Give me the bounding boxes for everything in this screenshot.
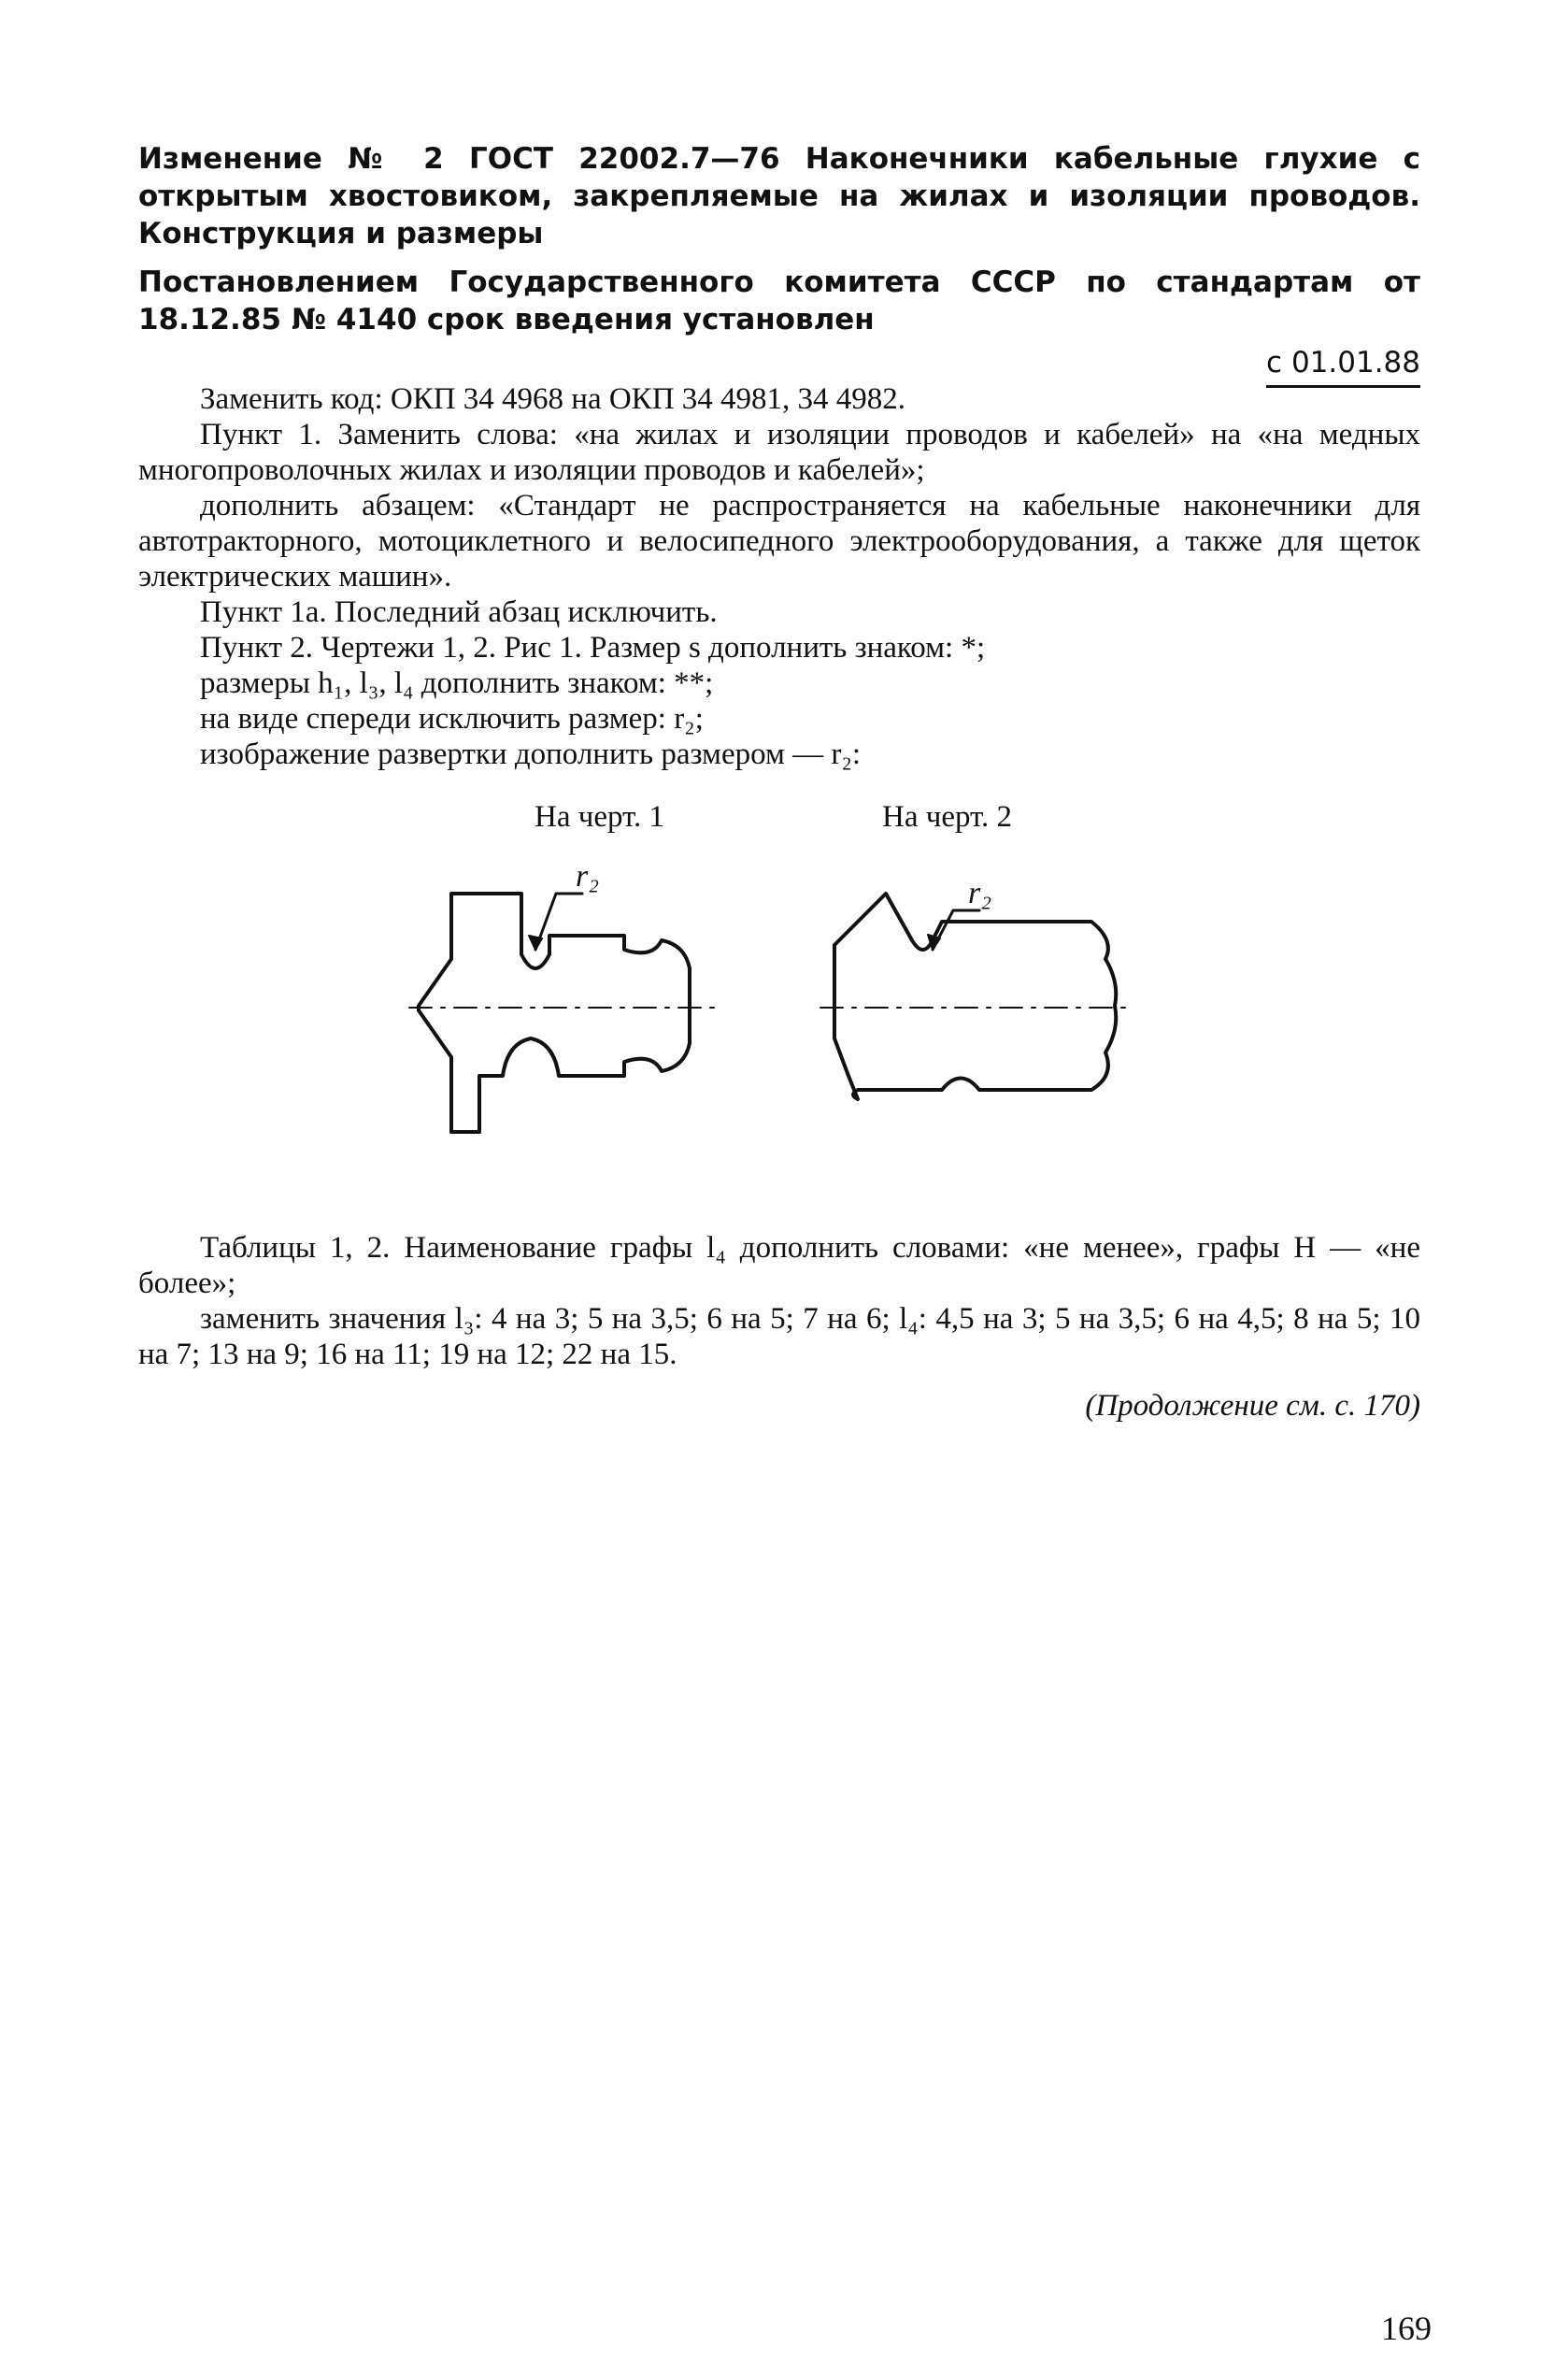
drawing-1-outline — [419, 894, 690, 1132]
paragraph: Пункт 1а. Последний абзац исключить. — [200, 595, 718, 629]
callout-label-2: r₂ — [968, 876, 992, 910]
figures — [138, 856, 1420, 1211]
paragraph: на виде спереди исключить размер: r₂; — [200, 702, 704, 736]
callout-leader-1 — [535, 894, 582, 950]
document-page — [138, 140, 1420, 1424]
figure-labels — [138, 800, 1420, 847]
paragraph: Заменить код: ОКП 34 4968 на ОКП 34 4981, 34 4982. — [200, 382, 906, 416]
drawings — [138, 856, 1420, 1211]
paragraph: Таблицы 1, 2. Наименование графы l₄ дополнить словами: «не менее», графы H — «не более»; — [138, 1231, 1420, 1300]
amendment-body — [138, 381, 1420, 772]
callout-arrow-1 — [529, 936, 542, 950]
paragraph: Пункт 2. Чертежи 1, 2. Рис 1. Размер s дополнить знаком: *; — [200, 631, 986, 665]
paragraph: изображение развертки дополнить размером — r₂: — [200, 737, 862, 771]
page-number: 169 — [1381, 2310, 1432, 2347]
figure-label-2: На черт. 2 — [882, 800, 1012, 834]
document-title: Изменение № 2 ГОСТ 22002.7—76 Наконечники кабельные глухие с открытым хвостовиком, закрепляемые на жилах и изоляции проводов. Конструкция и размеры — [138, 142, 1420, 251]
figure-label-1: На черт. 1 — [535, 800, 664, 834]
tables-note — [138, 1230, 1420, 1372]
paragraph: Пункт 1. Заменить слова: «на жилах и изоляции проводов и кабелей» на «на медных многопроволочных жилах и изоляции проводов и кабелей»; — [138, 418, 1420, 487]
effective-date — [138, 344, 1420, 381]
resolution-text: Постановлением Государственного комитета СССР по стандартам от 18.12.85 № 4140 срок введения установлен — [138, 265, 1420, 336]
paragraph: дополнить абзацем: «Стандарт не распространяется на кабельные наконечники для автотракторного, мотоциклетного и велосипедного электрооборудования, а также для щеток электрических машин». — [138, 489, 1420, 594]
paragraph: размеры h₁, l₃, l₄ дополнить знаком: **; — [200, 666, 714, 700]
drawing-2-outline — [834, 894, 1116, 1099]
continuation-note: (Продолжение см. с. 170) — [1085, 1389, 1420, 1423]
callout-label-1: r₂ — [576, 859, 600, 894]
paragraph: заменить значения l₃: 4 на 3; 5 на 3,5; 6 на 5; 7 на 6; l₄: 4,5 на 3; 5 на 3,5; 6 на 4,5; 8 на 5; 10 на 7; 13 на 9; 16 на 11; 19 на 12; 22 на 15. — [138, 1302, 1420, 1371]
effective-date-value: с 01.01.88 — [1266, 346, 1420, 388]
